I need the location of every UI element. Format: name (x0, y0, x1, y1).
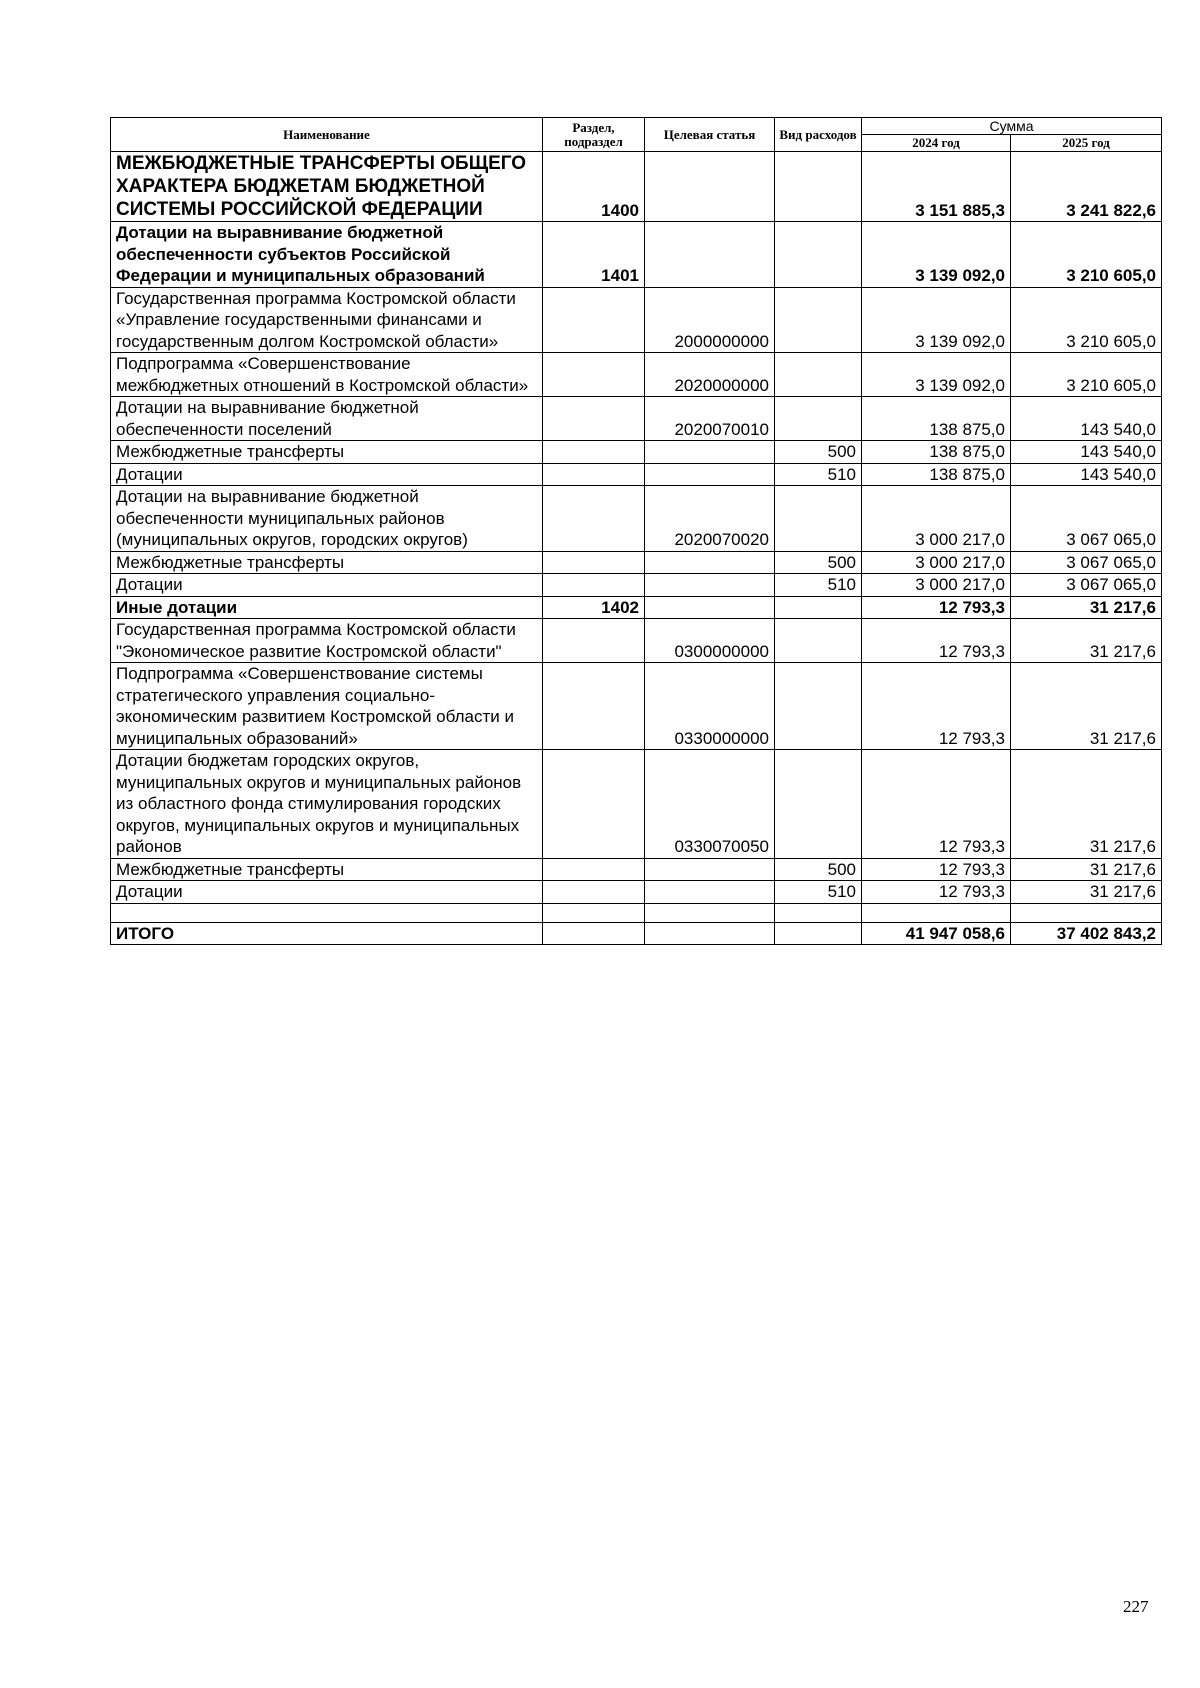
cell-target (645, 596, 775, 619)
cell-name: Подпрограмма «Совершенствование системы стратегического управления социально-экономическим развитием Костромской области и муниципальных образований» (111, 663, 543, 750)
budget-sheet (110, 117, 1161, 945)
cell-target: 0300000000 (645, 619, 775, 663)
cell-kind: 500 (775, 551, 862, 574)
table-row (111, 486, 1162, 552)
table-row (111, 463, 1162, 486)
cell-y2024: 3 000 217,0 (862, 486, 1011, 552)
cell-section (543, 551, 645, 574)
cell-section (543, 619, 645, 663)
table-row (111, 903, 1162, 922)
cell-section (543, 750, 645, 859)
cell-y2025: 143 540,0 (1011, 397, 1162, 441)
cell-section (543, 463, 645, 486)
table-row (111, 619, 1162, 663)
cell-target: 2000000000 (645, 287, 775, 353)
header-sum: Сумма (862, 118, 1162, 135)
cell-name: Государственная программа Костромской области «Управление государственными финансами и государственным долгом Костромской области» (111, 287, 543, 353)
cell-target: 0330000000 (645, 663, 775, 750)
cell-section: 1401 (543, 222, 645, 288)
cell-section: 1400 (543, 152, 645, 222)
cell-section (543, 903, 645, 922)
table-row (111, 287, 1162, 353)
cell-kind (775, 663, 862, 750)
table-row (111, 596, 1162, 619)
cell-kind: 510 (775, 881, 862, 904)
cell-section (543, 287, 645, 353)
header-name: Наименование (111, 118, 543, 152)
cell-y2025: 31 217,6 (1011, 858, 1162, 881)
table-row (111, 222, 1162, 288)
cell-target (645, 441, 775, 464)
cell-y2025: 3 067 065,0 (1011, 574, 1162, 597)
cell-y2025: 3 210 605,0 (1011, 353, 1162, 397)
table-row (111, 922, 1162, 945)
cell-kind (775, 152, 862, 222)
cell-name: Межбюджетные трансферты (111, 441, 543, 464)
budget-table (110, 117, 1162, 945)
cell-kind (775, 922, 862, 945)
cell-y2024: 3 000 217,0 (862, 574, 1011, 597)
cell-kind: 500 (775, 858, 862, 881)
cell-y2025 (1011, 903, 1162, 922)
cell-target: 2020070020 (645, 486, 775, 552)
cell-kind (775, 619, 862, 663)
cell-kind (775, 222, 862, 288)
cell-y2025: 31 217,6 (1011, 663, 1162, 750)
cell-y2025: 3 241 822,6 (1011, 152, 1162, 222)
cell-kind: 510 (775, 574, 862, 597)
cell-y2025: 31 217,6 (1011, 596, 1162, 619)
cell-name: МЕЖБЮДЖЕТНЫЕ ТРАНСФЕРТЫ ОБЩЕГО ХАРАКТЕРА БЮДЖЕТАМ БЮДЖЕТНОЙ СИСТЕМЫ РОССИЙСКОЙ ФЕДЕРАЦИИ (111, 152, 543, 222)
table-row (111, 353, 1162, 397)
cell-target (645, 551, 775, 574)
header-section: Раздел, подраздел (543, 118, 645, 152)
cell-section (543, 486, 645, 552)
cell-section (543, 881, 645, 904)
cell-target (645, 903, 775, 922)
cell-y2025: 31 217,6 (1011, 750, 1162, 859)
cell-section: 1402 (543, 596, 645, 619)
cell-y2024: 3 000 217,0 (862, 551, 1011, 574)
cell-name: ИТОГО (111, 922, 543, 945)
cell-y2024: 41 947 058,6 (862, 922, 1011, 945)
cell-y2024: 12 793,3 (862, 750, 1011, 859)
cell-name: Дотации на выравнивание бюджетной обеспеченности субъектов Российской Федерации и муниципальных образований (111, 222, 543, 288)
cell-section (543, 574, 645, 597)
table-row (111, 441, 1162, 464)
cell-kind (775, 903, 862, 922)
header-year-2024: 2024 год (862, 135, 1011, 152)
table-body (111, 152, 1162, 945)
cell-kind (775, 287, 862, 353)
cell-y2024: 3 151 885,3 (862, 152, 1011, 222)
cell-target: 0330070050 (645, 750, 775, 859)
table-row (111, 881, 1162, 904)
cell-section (543, 353, 645, 397)
cell-kind (775, 486, 862, 552)
cell-name: Межбюджетные трансферты (111, 551, 543, 574)
cell-y2025: 31 217,6 (1011, 881, 1162, 904)
cell-y2024 (862, 903, 1011, 922)
cell-name: Дотации на выравнивание бюджетной обеспеченности поселений (111, 397, 543, 441)
cell-y2024: 3 139 092,0 (862, 222, 1011, 288)
cell-y2025: 37 402 843,2 (1011, 922, 1162, 945)
cell-y2025: 3 067 065,0 (1011, 486, 1162, 552)
cell-section (543, 922, 645, 945)
table-row (111, 152, 1162, 222)
table-row (111, 574, 1162, 597)
cell-name: Межбюджетные трансферты (111, 858, 543, 881)
table-row (111, 397, 1162, 441)
cell-target: 2020070010 (645, 397, 775, 441)
table-row (111, 750, 1162, 859)
cell-target (645, 922, 775, 945)
cell-y2025: 31 217,6 (1011, 619, 1162, 663)
cell-section (543, 663, 645, 750)
cell-y2024: 12 793,3 (862, 858, 1011, 881)
cell-kind (775, 750, 862, 859)
cell-name: Подпрограмма «Совершенствование межбюджетных отношений в Костромской области» (111, 353, 543, 397)
header-year-2025: 2025 год (1011, 135, 1162, 152)
cell-target (645, 222, 775, 288)
cell-kind: 510 (775, 463, 862, 486)
cell-section (543, 441, 645, 464)
table-row (111, 663, 1162, 750)
cell-y2025: 143 540,0 (1011, 463, 1162, 486)
cell-y2025: 143 540,0 (1011, 441, 1162, 464)
cell-y2024: 12 793,3 (862, 663, 1011, 750)
table-row (111, 551, 1162, 574)
cell-section (543, 397, 645, 441)
cell-y2025: 3 210 605,0 (1011, 287, 1162, 353)
table-row (111, 858, 1162, 881)
cell-name: Дотации на выравнивание бюджетной обеспеченности муниципальных районов (муниципальных округов, городских округов) (111, 486, 543, 552)
cell-y2024: 138 875,0 (862, 441, 1011, 464)
cell-y2024: 12 793,3 (862, 596, 1011, 619)
page-number: 227 (1123, 1597, 1149, 1616)
cell-name: Дотации (111, 881, 543, 904)
cell-y2024: 3 139 092,0 (862, 353, 1011, 397)
cell-target (645, 858, 775, 881)
cell-y2024: 12 793,3 (862, 619, 1011, 663)
cell-y2025: 3 210 605,0 (1011, 222, 1162, 288)
cell-name: Дотации (111, 463, 543, 486)
cell-kind (775, 397, 862, 441)
cell-target (645, 881, 775, 904)
cell-name: Иные дотации (111, 596, 543, 619)
cell-name: Дотации бюджетам городских округов, муниципальных округов и муниципальных районов из областного фонда стимулирования городских округов, муниципальных округов и муниципальных районов (111, 750, 543, 859)
cell-y2025: 3 067 065,0 (1011, 551, 1162, 574)
cell-target (645, 463, 775, 486)
cell-y2024: 138 875,0 (862, 397, 1011, 441)
cell-y2024: 138 875,0 (862, 463, 1011, 486)
cell-kind (775, 353, 862, 397)
header-target: Целевая статья (645, 118, 775, 152)
cell-y2024: 12 793,3 (862, 881, 1011, 904)
cell-name: Дотации (111, 574, 543, 597)
cell-target (645, 574, 775, 597)
cell-y2024: 3 139 092,0 (862, 287, 1011, 353)
cell-kind: 500 (775, 441, 862, 464)
cell-section (543, 858, 645, 881)
cell-target (645, 152, 775, 222)
cell-name (111, 903, 543, 922)
cell-kind (775, 596, 862, 619)
cell-name: Государственная программа Костромской области "Экономическое развитие Костромской области" (111, 619, 543, 663)
cell-target: 2020000000 (645, 353, 775, 397)
header-kind: Вид расходов (775, 118, 862, 152)
